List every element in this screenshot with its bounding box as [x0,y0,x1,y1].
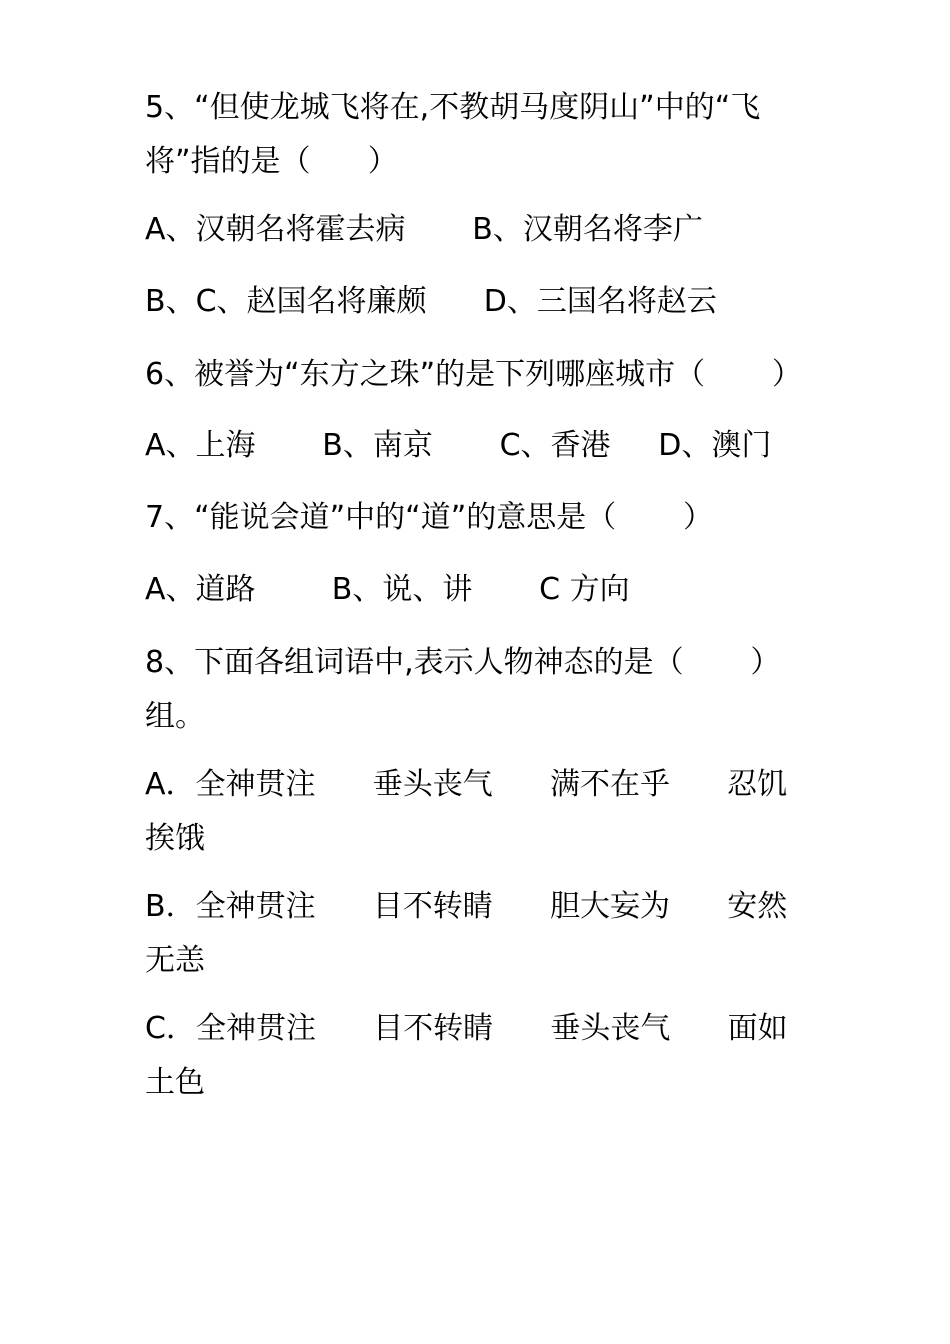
question-8-option-b-line-1: B．全神贯注 目不转睛 胆大妄为 安然 [145,889,788,924]
question-8-option-b-line-2: 无恙 [145,943,205,978]
question-8-option-c-line-1: C．全神贯注 目不转睛 垂头丧气 面如 [145,1011,788,1046]
question-5-options-row-2: B、C、赵国名将廉颇 D、三国名将赵云 [145,284,717,319]
question-8-option-a-line-1: A．全神贯注 垂头丧气 满不在乎 忍饥 [145,767,788,802]
question-6-options-row-1: A、上海 B、南京 C、香港 D、澳门 [145,428,772,463]
question-5-options-row-1: A、汉朝名将霍去病 B、汉朝名将李广 [145,212,703,247]
question-8-line-2: 组。 [145,699,205,734]
question-6-line-1: 6、被誉为“东方之珠”的是下列哪座城市（ ） [145,357,802,392]
question-8-option-a-line-2: 挨饿 [145,821,205,856]
question-5-line-2: 将”指的是（ ） [145,144,398,179]
question-7-line-1: 7、“能说会道”中的“道”的意思是（ ） [145,500,714,535]
question-8-option-c-line-2: 土色 [145,1065,205,1100]
question-7-options-row-1: A、道路 B、说、讲 C 方向 [145,572,630,607]
question-5-line-1: 5、“但使龙城飞将在,不教胡马度阴山”中的“飞 [145,90,761,125]
question-8-line-1: 8、下面各组词语中,表示人物神态的是（ ） [145,645,781,680]
